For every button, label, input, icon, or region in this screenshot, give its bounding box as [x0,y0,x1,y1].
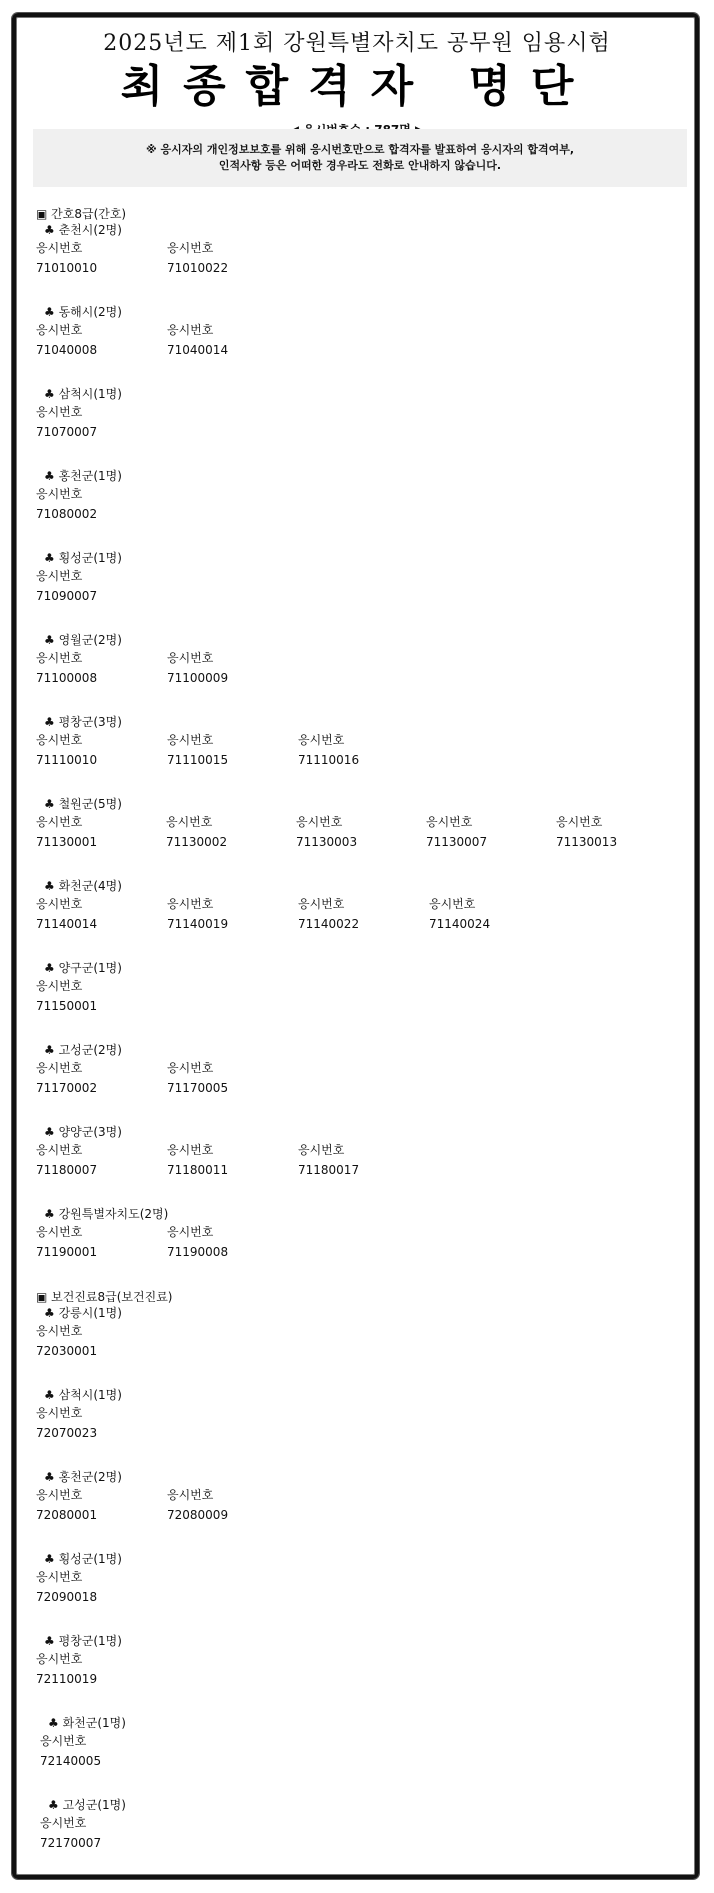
number-label: 응시번호 [36,487,83,501]
number-label: 응시번호 [36,733,83,747]
candidate-number: 71170005 [167,1081,229,1095]
region-group [36,1633,686,1689]
candidate-number: 71100008 [36,671,98,685]
candidate-cell [36,812,166,852]
candidate-number: 71100009 [167,671,229,685]
candidate-cell [296,812,426,852]
number-label: 응시번호 [298,1143,345,1157]
number-label: 응시번호 [40,1734,87,1748]
candidate-cell [36,1403,167,1443]
number-label: 응시번호 [36,815,83,829]
number-label: 응시번호 [36,1061,83,1075]
candidate-number: 72140005 [40,1754,102,1768]
region-group [36,468,686,524]
region-group [36,550,686,606]
number-label: 응시번호 [36,1652,83,1666]
candidate-cell [167,1058,298,1098]
candidate-cell [167,1222,298,1262]
candidate-number: 72030001 [36,1344,98,1358]
region-group [36,1797,686,1853]
region-title: ♣ 강원특별자치도(2명) [44,1207,169,1221]
notice-line-2: 인적사항 등은 어떠한 경우라도 전화로 안내하지 않습니다. [218,159,502,172]
candidate-number: 72070023 [36,1426,98,1440]
candidate-number: 72080001 [36,1508,98,1522]
number-label: 응시번호 [296,815,343,829]
number-label: 응시번호 [167,1061,214,1075]
candidate-cell [36,648,167,688]
region-title: ♣ 삼척시(1명) [44,1388,122,1402]
number-row [36,320,686,360]
number-row [36,1321,686,1361]
region-title: ♣ 고성군(2명) [44,1043,122,1057]
number-label: 응시번호 [167,241,214,255]
region-group [36,304,686,360]
candidate-cell [36,1649,167,1689]
number-label: 응시번호 [167,733,214,747]
candidate-cell [40,1731,171,1771]
region-title: ♣ 고성군(1명) [48,1798,126,1812]
region-group [36,1715,686,1771]
region-title: ♣ 양구군(1명) [44,961,122,975]
candidate-cell [429,894,560,934]
number-row [36,894,686,934]
candidate-number: 71080002 [36,507,98,521]
number-row [36,1567,686,1607]
candidate-number: 71130001 [36,835,98,849]
region-group [36,796,686,852]
number-label: 응시번호 [36,405,83,419]
region-group [36,1469,686,1525]
candidate-cell [36,320,167,360]
region-group [36,222,686,278]
candidate-number: 71110015 [167,753,229,767]
candidate-cell [167,648,298,688]
candidate-number: 71130002 [166,835,228,849]
candidate-cell [36,1222,167,1262]
candidate-cell [167,1485,298,1525]
number-label: 응시번호 [298,897,345,911]
number-label: 응시번호 [166,815,213,829]
candidate-number: 71130003 [296,835,358,849]
region-title: ♣ 평창군(3명) [44,715,122,729]
candidate-number: 71130013 [556,835,618,849]
category-heading: ▣ 간호8급(간호) [36,207,127,221]
number-label: 응시번호 [167,897,214,911]
number-label: 응시번호 [36,979,83,993]
candidate-cell [36,1485,167,1525]
number-row [36,1485,686,1525]
number-row [36,730,686,770]
candidate-number: 71140024 [429,917,491,931]
region-group [36,1387,686,1443]
number-label: 응시번호 [40,1816,87,1830]
region-title: ♣ 화천군(1명) [48,1716,126,1730]
region-title: ♣ 춘천시(2명) [44,223,122,237]
region-group [36,386,686,442]
number-row [36,1403,686,1443]
candidate-cell [426,812,556,852]
candidate-number: 71010022 [167,261,229,275]
candidate-cell [40,1813,171,1853]
region-group [36,1124,686,1180]
number-row [40,1813,686,1853]
candidate-number: 71010010 [36,261,98,275]
candidate-number: 71070007 [36,425,98,439]
candidate-cell [36,894,167,934]
region-title: ♣ 삼척시(1명) [44,387,122,401]
candidate-number: 72090018 [36,1590,98,1604]
region-title: ♣ 평창군(1명) [44,1634,122,1648]
candidate-number: 71130007 [426,835,488,849]
candidate-number: 71110010 [36,753,98,767]
candidate-cell [36,1140,167,1180]
candidate-cell [167,320,298,360]
number-label: 응시번호 [556,815,603,829]
candidate-cell [167,894,298,934]
candidate-number: 71180017 [298,1163,360,1177]
number-row [36,238,686,278]
candidate-cell [36,484,167,524]
candidate-number: 72080009 [167,1508,229,1522]
region-group [36,714,686,770]
candidate-number: 71090007 [36,589,98,603]
number-label: 응시번호 [36,323,83,337]
number-label: 응시번호 [36,569,83,583]
candidate-number: 71110016 [298,753,360,767]
number-row [36,566,686,606]
region-group [36,1551,686,1607]
header [0,26,714,138]
number-label: 응시번호 [429,897,476,911]
number-row [36,812,686,852]
region-title: ♣ 화천군(4명) [44,879,122,893]
number-row [36,484,686,524]
number-row [36,1058,686,1098]
region-title: ♣ 횡성군(1명) [44,551,122,565]
candidate-cell [166,812,296,852]
results-list [36,206,686,1879]
notice-line-1: ※ 응시자의 개인정보보호를 위해 응시번호만으로 합격자를 발표하여 응시자의 합격여부, [145,143,575,156]
candidate-cell [36,566,167,606]
number-row [36,976,686,1016]
candidate-number: 71040008 [36,343,98,357]
candidate-cell [36,976,167,1016]
candidate-cell [36,402,167,442]
candidate-number: 71180007 [36,1163,98,1177]
number-label: 응시번호 [426,815,473,829]
region-title: ♣ 양양군(3명) [44,1125,122,1139]
number-row [36,1649,686,1689]
candidate-number: 72170007 [40,1836,102,1850]
region-group [36,632,686,688]
candidate-cell [36,1321,167,1361]
number-label: 응시번호 [36,1488,83,1502]
number-row [40,1731,686,1771]
candidate-number: 71140014 [36,917,98,931]
region-title: ♣ 동해시(2명) [44,305,122,319]
candidate-number: 71170002 [36,1081,98,1095]
number-row [36,648,686,688]
candidate-cell [36,1567,167,1607]
candidate-cell [167,1140,298,1180]
number-label: 응시번호 [36,897,83,911]
region-title: ♣ 홍천군(2명) [44,1470,122,1484]
number-label: 응시번호 [167,1488,214,1502]
region-group [36,960,686,1016]
region-title: ♣ 영월군(2명) [44,633,122,647]
number-row [36,402,686,442]
number-label: 응시번호 [298,733,345,747]
number-row [36,1140,686,1180]
category-heading: ▣ 보건진료8급(보건진료) [36,1290,173,1304]
candidate-number: 71140019 [167,917,229,931]
candidate-cell [36,1058,167,1098]
number-label: 응시번호 [36,1143,83,1157]
candidate-number: 71150001 [36,999,98,1013]
region-group [36,1206,686,1262]
candidate-number: 71180011 [167,1163,229,1177]
candidate-cell [556,812,686,852]
region-group [36,1042,686,1098]
page-title: 최종합격자 명단 [120,61,594,112]
number-label: 응시번호 [167,1143,214,1157]
candidate-number: 72110019 [36,1672,98,1686]
number-label: 응시번호 [36,651,83,665]
number-label: 응시번호 [36,1324,83,1338]
region-title: ♣ 철원군(5명) [44,797,122,811]
number-label: 응시번호 [167,651,214,665]
candidate-cell [298,1140,429,1180]
candidate-number: 71190008 [167,1245,229,1259]
number-label: 응시번호 [36,1225,83,1239]
exam-title: 2025년도 제1회 강원특별자치도 공무원 임용시험 [103,31,611,56]
region-title: ♣ 강릉시(1명) [44,1306,122,1320]
region-group [36,878,686,934]
candidate-number: 71190001 [36,1245,98,1259]
candidate-cell [298,730,429,770]
number-label: 응시번호 [36,1570,83,1584]
number-label: 응시번호 [36,241,83,255]
number-row [36,1222,686,1262]
number-label: 응시번호 [167,323,214,337]
candidate-cell [36,238,167,278]
candidate-cell [167,238,298,278]
privacy-notice [33,129,687,187]
candidate-number: 71040014 [167,343,229,357]
candidate-number: 71140022 [298,917,360,931]
region-title: ♣ 홍천군(1명) [44,469,122,483]
candidate-cell [167,730,298,770]
region-title: ♣ 횡성군(1명) [44,1552,122,1566]
number-label: 응시번호 [167,1225,214,1239]
number-label: 응시번호 [36,1406,83,1420]
candidate-cell [36,730,167,770]
candidate-cell [298,894,429,934]
region-group [36,1305,686,1361]
